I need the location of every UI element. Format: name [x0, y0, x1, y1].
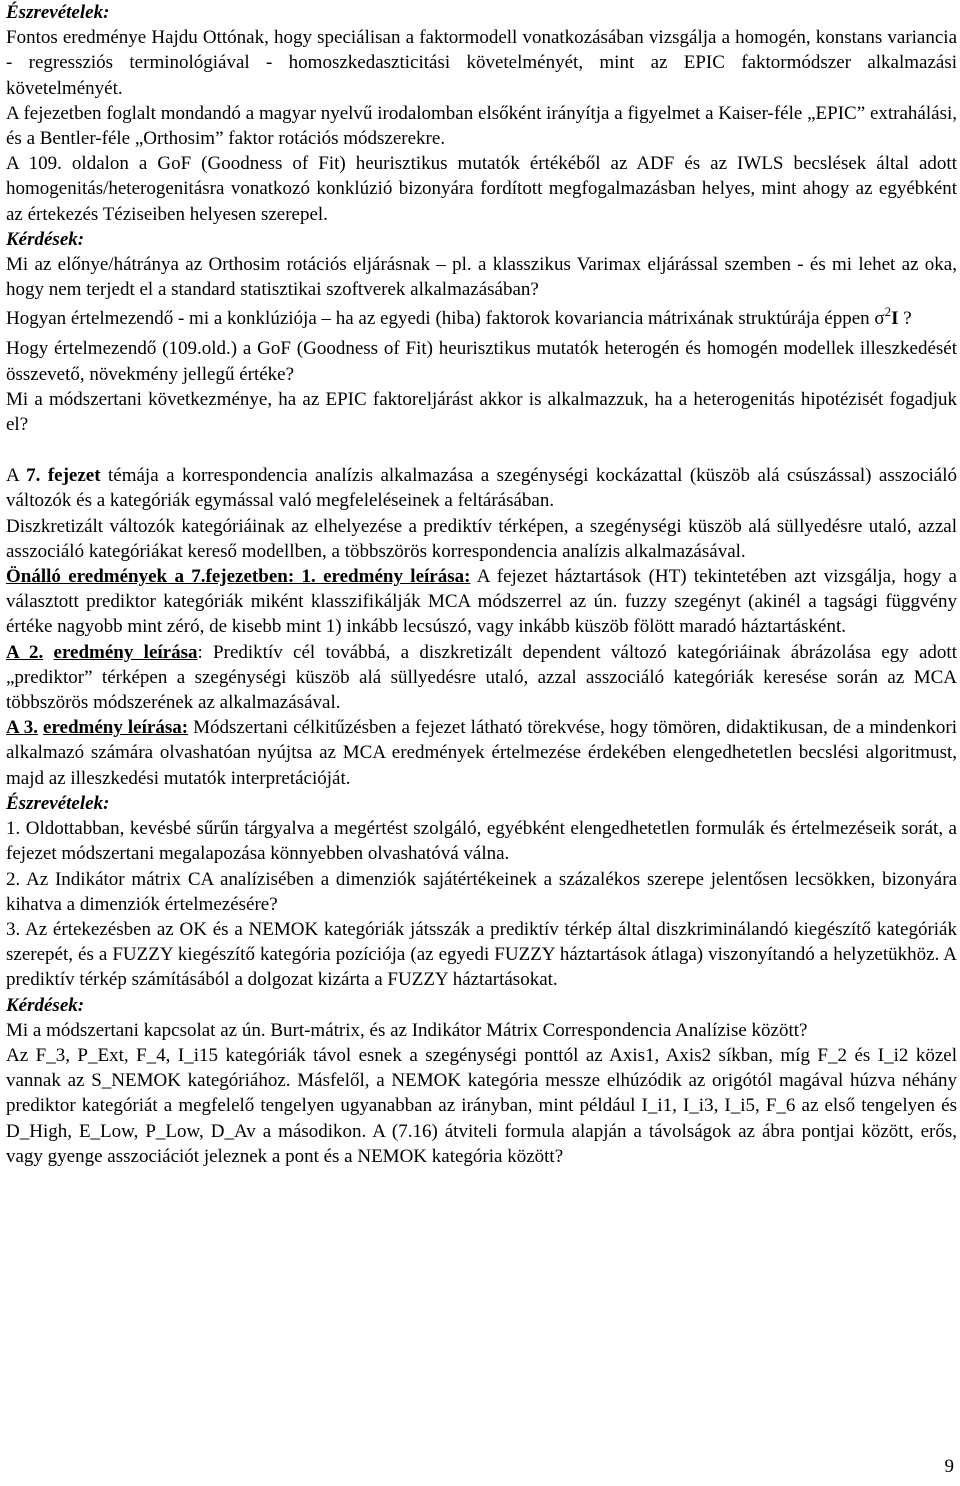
superscript: 2 [884, 304, 892, 320]
result-text: : Prediktív cél továbbá, a diszkretizált dependent változó kategóriáinak ábrázolása egy adott „prediktor” térképen a szegénységi küszöb alá süllyedésre utaló, azzal asszociáló kategóriák keresése során az MCA többszörös módszerének az alkalmazásával. [6, 641, 957, 714]
remarks-paragraph: A 109. oldalon a GoF (Goodness of Fit) heurisztikus mutatók értékéből az ADF és az IWLS becslések által adott homogenitás/heterogenitásra vonatkozó konklúzió bizonyára fordított megfogalmazásban helyes, mint ahogy az egyébként az értekezés Téziseiben helyesen szerepel. [6, 153, 957, 225]
page-number: 9 [944, 1456, 954, 1477]
chapter-intro [6, 463, 957, 513]
result-paragraph [6, 640, 957, 716]
chapter-number: 7. [26, 465, 41, 487]
remarks-heading: Észrevételek: [6, 792, 110, 814]
result-text: Módszertani célkitűzésben a fejezet látható törekvése, hogy tömören, didaktikusan, de a mindenkori alkalmazó számára olvashatóan nyújtsa az MCA eredmények értelmezése érdekében elengedhetetlen becslési algoritmust, majd az illeszkedési mutatók interpretációját. [6, 717, 957, 789]
questions-heading: Kérdések: [6, 228, 85, 250]
identity-matrix-symbol: I [891, 308, 899, 330]
remark-item: 3. Az értekezésben az OK és a NEMOK kategóriák játsszák a prediktív térkép által diszkriminálandó kiegészítő kategóriák szerepét, és a FUZZY kiegészítő kategória pozíciója (az egyedi FUZZY háztartások átlaga) viszonyítandó a helyzetükhöz. A prediktív térkép számításából a dolgozat kizárta a FUZZY háztartásokat. [6, 918, 957, 991]
chapter-intro-text: témája a korrespondencia analízis alkalmazása a szegénységi kockázattal (küszöb alá csúszással) asszociáló változók és a kategóriák egymással való megfeleléseinek a feltárásában. [6, 465, 957, 512]
result-paragraph [6, 564, 957, 640]
questions-heading: Kérdések: [6, 994, 85, 1016]
result-heading: eredmény leírása [53, 641, 198, 663]
remark-item: 2. Az Indikátor mátrix CA analízisében a dimenziók sajátértékeinek a százalékos szerepe jelentősen lecsökken, bizonyára kihatva a dimenziók értelmezésére? [6, 868, 957, 915]
question-paragraph: Az F_3, P_Ext, F_4, I_i15 kategóriák távol esnek a szegénységi ponttól az Axis1, Axis2 síkban, míg F_2 és I_i2 közel vannak az S_NEMOK kategóriához. Másfelől, a NEMOK kategória messze elhúzódik az origótól magával húzva néhány prediktor kategóriát a megfelelő tengelyen ugyanabban az irányban, mint például I_i1, I_i3, I_i5, F_6 az első tengelyen és D_High, E_Low, P_Low, D_Av a másodikon. A (7.16) átviteli formula alapján a távolságok az ábra pontjai között, erős, vagy gyenge asszociációt jeleznek a pont és a NEMOK kategória között? [6, 1044, 957, 1167]
remarks-heading: Észrevételek: [6, 2, 110, 23]
question-paragraph: Mi a módszertani következménye, ha az EPIC faktoreljárást akkor is alkalmazzuk, ha a heterogenitás hipotézisét fogadjuk el? [6, 388, 957, 436]
remarks-paragraph: Fontos eredménye Hajdu Ottónak, hogy speciálisan a faktormodell vonatkozásában vizsgálja a homogén, konstans variancia - regressziós terminológiával - homoszkedaszticitási követelményét, mint az EPIC faktormódszer alkalmazási követelményét. [6, 27, 957, 99]
chapter-intro-prefix: A [6, 465, 27, 487]
remarks-paragraph: A fejezetben foglalt mondandó a magyar nyelvű irodalomban elsőként irányítja a figyelmet a Kaiser-féle „EPIC” extrahálási, és a Bentler-féle „Orthosim” faktor rotációs módszerekre. [6, 102, 957, 150]
question-paragraph: Hogy értelmezendő (109.old.) a GoF (Goodness of Fit) heurisztikus mutatók heterogén és homogén modellek illeszkedését összevető, növekmény jellegű értéke? [6, 338, 957, 385]
question-paragraph: Mi az előnye/hátránya az Orthosim rotációs eljárásnak – pl. a klasszikus Varimax eljárással szemben - és mi lehet az oka, hogy nem terjedt el a standard statisztikai szoftverek alkalmazásában? [6, 254, 957, 301]
results-heading: Önálló eredmények a 7.fejezetben: 1. eredmény leírása: [6, 566, 471, 588]
remark-item: 1. Oldottabban, kevésbé sűrűn tárgyalva a megértést szolgáló, egyébként elengedhetetlen formulák és értelmezéseik sorát, a fejezet módszertani megalapozása könnyebben olvashatóvá válna. [6, 818, 957, 865]
result-number: A 3. [6, 717, 38, 739]
question-mark: ? [903, 308, 912, 330]
result-number: A 2. [6, 641, 44, 663]
question-paragraph: Mi a módszertani kapcsolat az ún. Burt-mátrix, és az Indikátor Mátrix Correspondencia Analízise között? [6, 1019, 808, 1041]
result-heading: eredmény leírása: [43, 717, 189, 739]
chapter-paragraph: Diszkretizált változók kategóriáinak az elhelyezése a prediktív térképen, a szegénységi küszöb alá süllyedésre utaló, azzal asszociáló kategóriákat kereső modellben, a többszörös korrespondencia analízis alkalmazásával. [6, 515, 957, 562]
question-paragraph [6, 304, 957, 334]
chapter-word: fejezet [47, 465, 101, 487]
result-text: A fejezet háztartások (HT) tekintetében azt vizsgálja, hogy a választott prediktor kategóriák miként klasszifikálják MCA módszerrel az ún. fuzzy szegényt (akinél a tagsági függvény értéke nagyobb mint zéró, de kisebb mint 1) inkább lecsúszó, vagy inkább küszöb fölött maradó háztartásként. [6, 566, 957, 638]
result-paragraph [6, 715, 957, 791]
question-text: Hogyan értelmezendő - mi a konklúziója – ha az egyedi (hiba) faktorok kovariancia mátrixának struktúrája éppen σ [6, 308, 885, 330]
